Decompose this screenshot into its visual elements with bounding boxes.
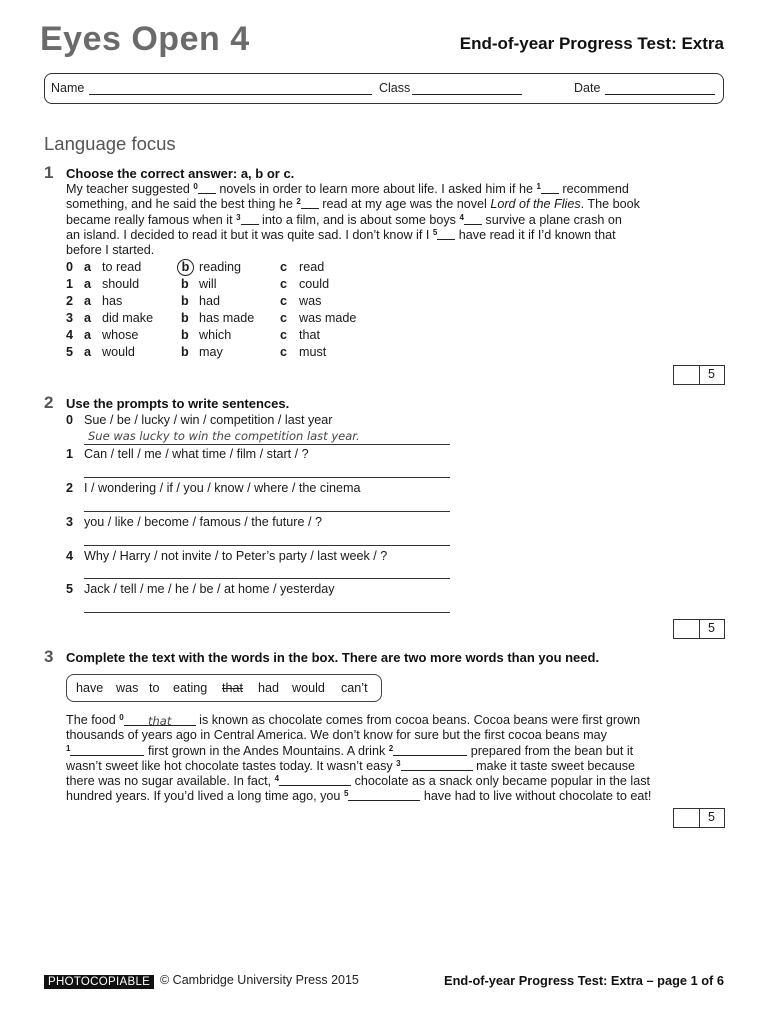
- prompt-item: 2 I / wondering / if / you / know / where / the cinema: [66, 481, 361, 495]
- example-answer: Sue was lucky to win the competition last year.: [88, 429, 360, 443]
- word: eating: [173, 681, 208, 695]
- class-label: Class: [379, 81, 411, 95]
- answer-line[interactable]: [84, 477, 450, 478]
- option-row: 5 a would b may c must: [66, 345, 327, 359]
- example-answer: that: [124, 714, 196, 726]
- photocopiable-badge: PHOTOCOPIABLE: [44, 975, 154, 989]
- option-row: 2 a has b had c was: [66, 294, 322, 308]
- score-box[interactable]: 5: [673, 365, 725, 385]
- word: to: [149, 681, 160, 695]
- answer-line[interactable]: [84, 612, 450, 613]
- series-title: Eyes Open 4: [40, 20, 250, 58]
- question-instruction: Use the prompts to write sentences.: [66, 396, 290, 411]
- date-label: Date: [574, 81, 601, 95]
- circled-answer: b: [177, 259, 194, 276]
- prompt-item: 4 Why / Harry / not invite / to Peter’s party / last week / ?: [66, 549, 388, 563]
- copyright: © Cambridge University Press 2015: [160, 973, 359, 987]
- prompt-item: 5 Jack / tell / me / he / be / at home / yesterday: [66, 582, 335, 596]
- word: have: [76, 681, 104, 695]
- word-used: that: [222, 681, 244, 695]
- option-row: 1 a should b will c could: [66, 277, 330, 291]
- test-title: End-of-year Progress Test: Extra: [459, 34, 724, 53]
- question-number: 1: [44, 163, 54, 182]
- word: would: [292, 681, 325, 695]
- answer-line[interactable]: [84, 511, 450, 512]
- question-text: The food $^0$ that is known as chocolate comes from cocoa beans. Cocoa beans were first grown thousands of years ago in Central America. We don’t know for sure but the first cocoa beans may $^1$ first grown in the Andes Mountains. A drink $^2$ prepared from the bean but it wasn’t sweet like hot chocolate tastes today. It wasn’t easy $^3$ make it taste sweet because there was no sugar available. In fact, $^4$ chocolate as a snack only became popular in the last hundred years. If you’d lived a long time ago, you $^5$ have had to live without chocolate to eat!: [66, 713, 652, 804]
- answer-line[interactable]: [84, 444, 450, 445]
- question-instruction: Choose the correct answer: a, b or c.: [66, 166, 295, 181]
- question-number: 2: [44, 393, 54, 412]
- name-label: Name: [51, 81, 85, 95]
- prompt-item: 0 Sue / be / lucky / win / competition / last year: [66, 413, 333, 427]
- section-title: Language focus: [44, 133, 176, 154]
- prompt-item: 1 Can / tell / me / what time / film / start / ?: [66, 447, 309, 461]
- answer-line[interactable]: [84, 545, 450, 546]
- word: was: [116, 681, 139, 695]
- word: can’t: [341, 681, 368, 695]
- question-number: 3: [44, 647, 54, 666]
- class-field[interactable]: [412, 94, 522, 95]
- word: had: [258, 681, 280, 695]
- question-text: My teacher suggested $^0$ novels in order to learn more about life. I asked him if he $^1$ recommend something, and he said the best thing he $^2$ read at my age was the novel Lord of the Flies. The book became really famous when it $^3$ into a film, and is about some boys $^4$ survive a plane crash on an island. I decided to read it but it was quite sad. I don’t know if I $^5$ have read it if I’d known that before I started.: [66, 182, 640, 258]
- student-details-box: [44, 73, 724, 104]
- page-indicator: End-of-year Progress Test: Extra – page 1 of 6: [444, 973, 724, 988]
- question-instruction: Complete the text with the words in the box. There are two more words than you need.: [66, 650, 600, 665]
- option-row: 4 a whose b which c that: [66, 328, 321, 342]
- option-row: 3 a did make b has made c was made: [66, 311, 357, 325]
- score-box[interactable]: 5: [673, 619, 725, 639]
- date-field[interactable]: [605, 94, 715, 95]
- name-field[interactable]: [89, 94, 372, 95]
- word-box: [66, 674, 382, 702]
- prompt-item: 3 you / like / become / famous / the future / ?: [66, 515, 323, 529]
- option-row: 0 a to read b reading c read: [66, 260, 325, 274]
- answer-line[interactable]: [84, 578, 450, 579]
- score-box[interactable]: 5: [673, 808, 725, 828]
